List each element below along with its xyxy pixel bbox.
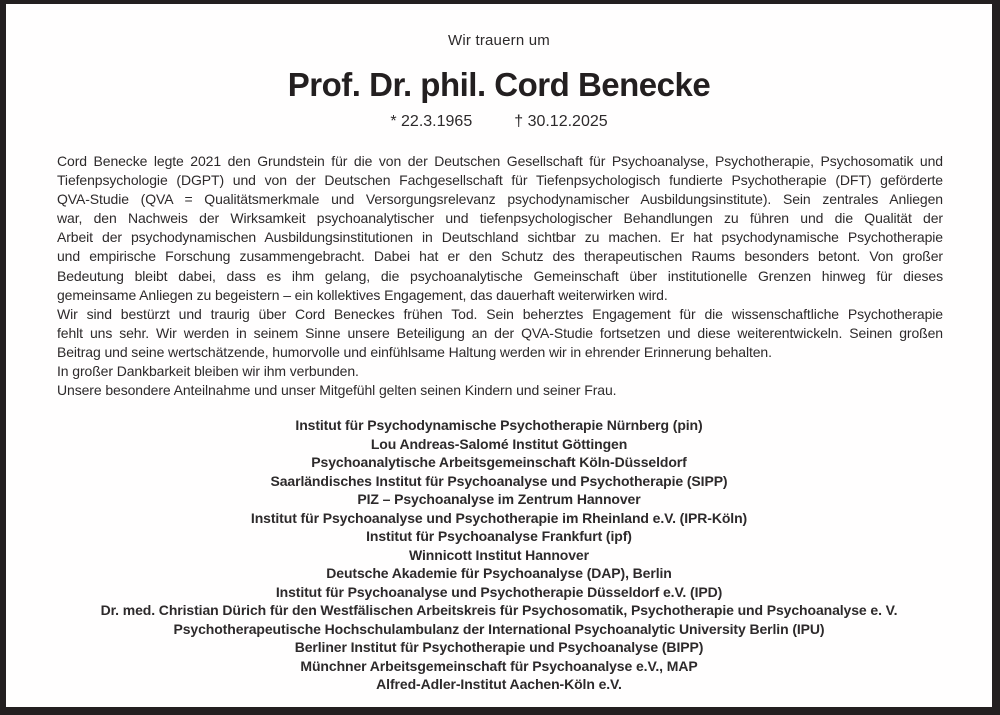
body-line: Beitrag und seine wertschätzende, humorvolle und einfühlsame Haltung werden wir in ehrender Erinnerung behalten. xyxy=(57,343,772,360)
signatory-line: Institut für Psychoanalyse und Psychotherapie im Rheinland e.V. (IPR-Köln) xyxy=(250,509,748,526)
death-date: † 30.12.2025 xyxy=(514,113,608,130)
body-line: fehlt uns sehr. Wir werden in seinem Sinne unsere Beteiligung an der QVA-Studie fortsetzen und diese weiterentwickeln. Seinen großen xyxy=(57,324,943,341)
signatory-line: Psychotherapeutische Hochschulambulanz der International Psychoanalytic University Berlin (IPU) xyxy=(173,620,825,637)
signatory-line: Institut für Psychodynamische Psychotherapie Nürnberg (pin) xyxy=(295,417,703,434)
body-line: und empirische Forschung zusammengebracht. Dabei hat er den Schutz des therapeutischen Raums besonders betont. Von großer xyxy=(57,248,943,265)
signatory-line: Berliner Institut für Psychotherapie und Psychoanalyse (BIPP) xyxy=(294,639,704,656)
body-line: Arbeit der psychodynamischen Ausbildungsinstitutionen in Deutschland sichtbar zu machen. Er hat psychodynamische Psychotherapie xyxy=(57,229,943,246)
life-dates xyxy=(6,113,992,130)
body-line: Bedeutung bleibt dabei, dass es ihm gelang, die psychoanalytische Gemeinschaft über institutionelle Grenzen hinweg für dieses xyxy=(57,267,943,284)
body-line: Unsere besondere Anteilnahme und unser Mitgefühl gelten seinen Kindern und seiner Frau. xyxy=(57,382,617,399)
signatory-line: PIZ – Psychoanalyse im Zentrum Hannover xyxy=(357,491,641,508)
signatory-line: Saarländisches Institut für Psychoanalyse und Psychotherapie (SIPP) xyxy=(270,472,728,489)
body-line: war, den Nachweis der Wirksamkeit psychoanalytischer und tiefenpsychologischer Behandlungen zu führen und die Qualität der xyxy=(57,210,943,227)
signatory-line: Dr. med. Christian Dürich für den Westfälischen Arbeitskreis für Psychosomatik, Psychotherapie und Psychoanalyse e. V. xyxy=(100,602,898,619)
signatory-line: Institut für Psychoanalyse und Psychotherapie Düsseldorf e.V. (IPD) xyxy=(275,583,723,600)
body-line: Wir sind bestürzt und traurig über Cord Beneckes frühen Tod. Sein beherztes Engagement für die wissenschaftliche Psychotherapie xyxy=(57,305,943,322)
deceased-name: Prof. Dr. phil. Cord Benecke xyxy=(287,66,711,103)
signatory-line: Deutsche Akademie für Psychoanalyse (DAP), Berlin xyxy=(326,565,672,582)
signatory-line: Psychoanalytische Arbeitsgemeinschaft Köln-Düsseldorf xyxy=(311,454,687,471)
obituary-body xyxy=(57,152,943,400)
signatory-line: Alfred-Adler-Institut Aachen-Köln e.V. xyxy=(376,676,622,693)
body-line: Cord Benecke legte 2021 den Grundstein für die von der Deutschen Gesellschaft für Psychoanalyse, Psychotherapie, Psychosomatik und xyxy=(57,153,943,169)
body-line: Tiefenpsychologie (DGPT) und von der Deutschen Fachgesellschaft für Tiefenpsychologisch fundierte Psychotherapie (DFT) geförderte xyxy=(57,172,943,189)
birth-date: * 22.3.1965 xyxy=(390,113,473,130)
signatory-line: Lou Andreas-Salomé Institut Göttingen xyxy=(370,435,628,452)
signatories-list xyxy=(6,416,992,694)
body-line: QVA-Studie (QVA = Qualitätsmerkmale und Versorgungsrelevanz psychodynamischer Ausbildungsinstitute). Sein zentrales Anliegen xyxy=(57,191,943,208)
body-line: gemeinsame Anliegen zu begeistern – ein kollektives Engagement, das dauerhaft weiterwirken wird. xyxy=(57,286,668,303)
signatory-line: Institut für Psychoanalyse Frankfurt (ipf) xyxy=(366,528,632,545)
signatory-line: Münchner Arbeitsgemeinschaft für Psychoanalyse e.V., MAP xyxy=(300,657,698,674)
body-line: In großer Dankbarkeit bleiben wir ihm verbunden. xyxy=(57,363,359,380)
signatory-line: Winnicott Institut Hannover xyxy=(409,546,589,563)
intro-line: Wir trauern um xyxy=(448,32,550,49)
